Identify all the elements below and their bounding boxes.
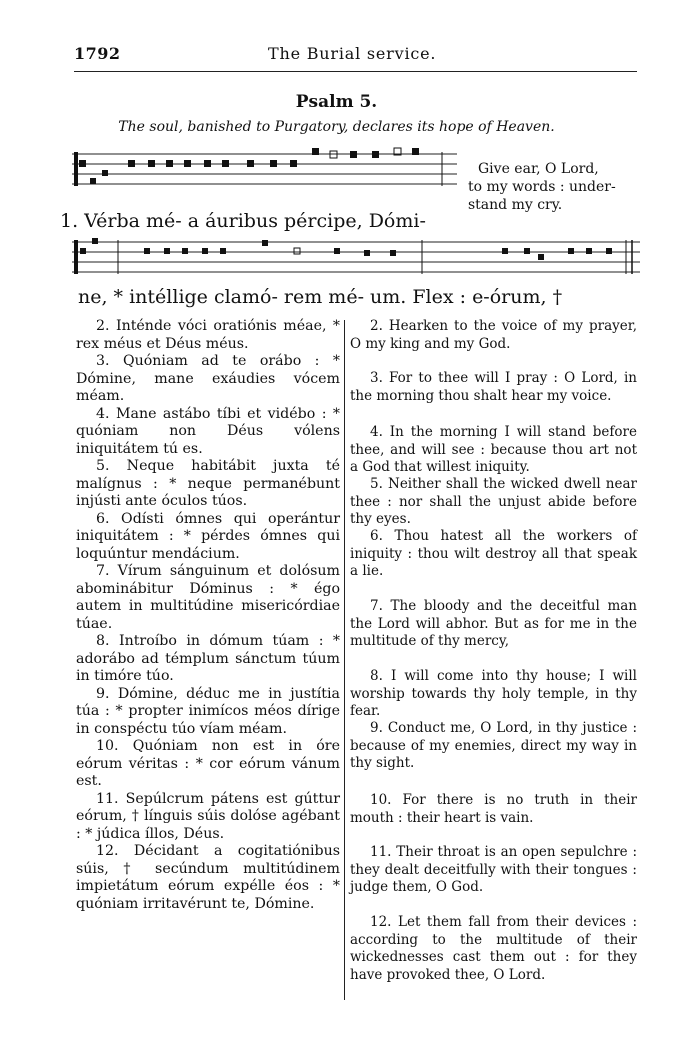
latin-verse-6: 6. Odísti ómnes qui operántur iniquitátem : * pérdes ómnes qui loquúntur mendácium. [76, 510, 340, 562]
latin-verse-10: 10. Quóniam non est in óre eórum véritas : * cor eórum vánum est. [76, 738, 340, 789]
latin-verse-3: 3. Quóniam ad te orábo : * Dómine, mane exáudies vócem méam. [76, 353, 340, 404]
english-verse-2: 2. Hearken to the voice of my prayer, O my king and my God. [350, 318, 637, 352]
latin-verse-2: 2. Inténde vóci oratiónis méae, * rex méus et Déus méus. [76, 318, 340, 352]
translation-line-2: to my words : under- [468, 179, 616, 195]
chant-staff-1 [72, 146, 457, 196]
english-verse-9: 9. Conduct me, O Lord, in thy justice : because of my enemies, direct my way in thy sight. [350, 720, 637, 771]
latin-verse-5: 5. Neque habitábit juxta té malígnus : * neque permanébunt injústi ante óculos túos. [76, 458, 340, 509]
psalm-subtitle: The soul, banished to Purgatory, declares its hope of Heaven. [118, 119, 555, 135]
chant-staff-2 [72, 236, 640, 284]
running-title: The Burial service. [268, 44, 437, 63]
english-verse-3: 3. For to thee will I pray : O Lord, in the morning thou shalt hear my voice. [350, 370, 637, 404]
english-verse-11: 11. Their throat is an open sepulchre : they dealt deceitfully with their tongues : judge them, O God. [350, 844, 637, 895]
english-verse-6: 6. Thou hatest all the workers of iniquity : thou wilt destroy all that speak a lie. [350, 528, 637, 579]
english-verse-12: 12. Let them fall from their devices : according to the multitude of their wickednesses cast them out : for they have provoked thee, O Lord. [350, 914, 637, 983]
chant-lyric-2: ne, * intéllige clamó- rem mé- um. Flex : e-órum, † [78, 286, 563, 308]
latin-column [76, 318, 340, 913]
antiphon-translation [468, 160, 640, 214]
latin-verse-4: 4. Mane astábo tíbi et vidébo : * quóniam non Déus vólens iniquitátem tú es. [76, 405, 340, 457]
chant-lyric-1: 1. Vérba mé- a áuribus pércipe, Dómi- [60, 210, 426, 232]
latin-verse-11: 11. Sepúlcrum pátens est gúttur eórum, † línguis súis dolóse agébant : * júdica íllos, Déus. [76, 790, 340, 842]
translation-line-1: Give ear, O Lord, [478, 161, 599, 177]
english-verse-4: 4. In the morning I will stand before thee, and will see : because thou art not a God that willest iniquity. [350, 424, 637, 475]
page-header [74, 44, 637, 70]
translation-line-3: stand my cry. [468, 197, 563, 213]
english-verse-5: 5. Neither shall the wicked dwell near thee : nor shall the unjust abide before thy eyes. [350, 476, 637, 527]
english-verse-10: 10. For there is no truth in their mouth : their heart is vain. [350, 792, 637, 826]
header-rule [74, 71, 637, 72]
latin-verse-9: 9. Dómine, déduc me in justítia túa : * propter inimícos méos dírige in conspéctu túo víam méam. [76, 685, 340, 737]
english-verse-8: 8. I will come into thy house; I will worship towards thy holy temple, in thy fear. [350, 668, 637, 719]
latin-verse-12: 12. Décidant a cogitatiónibus súis, † secúndum multitúdinem impietátum eórum expélle éos : * quóniam irritavérunt te, Dómine. [76, 843, 340, 912]
psalm-title: Psalm 5. [295, 92, 378, 112]
column-divider [344, 320, 345, 1000]
english-verse-7: 7. The bloody and the deceitful man the Lord will abhor. But as for me in the multitude of thy mercy, [350, 598, 637, 649]
latin-verse-8: 8. Introíbo in dómum túam : * adorábo ad témplum sánctum túum in timóre túo. [76, 633, 340, 684]
page-number: 1792 [74, 44, 121, 63]
latin-verse-7: 7. Vírum sánguinum et dolósum abominábitur Dóminus : * égo autem in multitúdine misericórdiae túae. [76, 563, 340, 632]
